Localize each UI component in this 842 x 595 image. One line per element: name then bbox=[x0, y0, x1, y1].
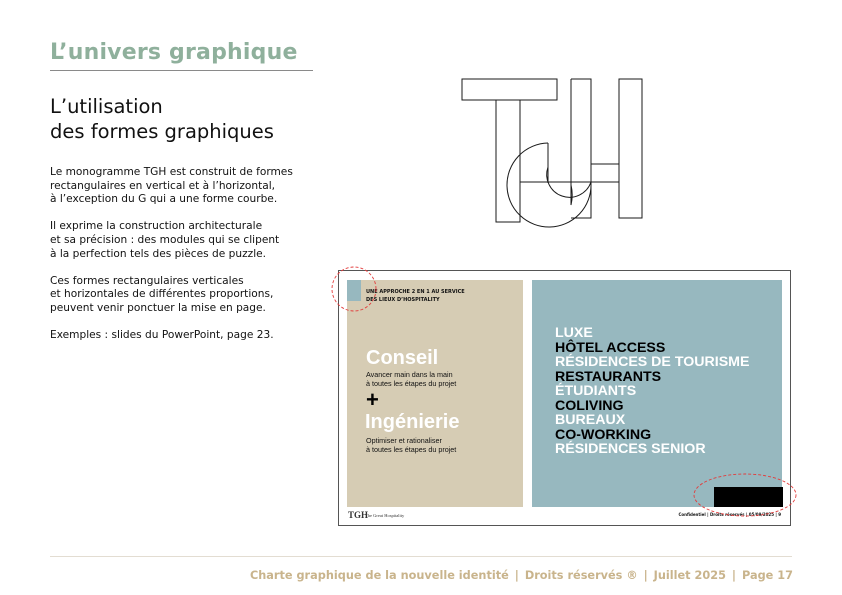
desc-line: à toutes les étapes du projet bbox=[366, 379, 457, 388]
segment-item: RÉSIDENCES DE TOURISME bbox=[555, 354, 750, 370]
slide-conseil-desc bbox=[366, 370, 456, 388]
page-heading bbox=[50, 94, 274, 144]
paragraph-line: Exemples : slides du PowerPoint, page 23. bbox=[50, 329, 274, 342]
segment-item: HÔTEL ACCESS bbox=[555, 339, 666, 356]
footer-date: Juillet 2025 bbox=[653, 569, 726, 582]
paragraph-line: rectangulaires en vertical et à l’horizontal, bbox=[50, 179, 276, 192]
footer-rights: Droits réservés ® bbox=[524, 569, 638, 582]
paragraph-line: et horizontales de différentes proportions, bbox=[50, 288, 274, 301]
paragraph-line: Il exprime la construction architecturale bbox=[50, 220, 263, 233]
paragraph-line: à l’exception du G qui a une forme courbe. bbox=[50, 193, 278, 206]
segment-item: ÉTUDIANTS bbox=[555, 383, 637, 399]
body-text bbox=[50, 166, 293, 356]
paragraph-4 bbox=[50, 329, 293, 343]
footer-divider bbox=[50, 556, 792, 557]
paragraph-line: peuvent venir ponctuer la mise en page. bbox=[50, 301, 266, 314]
heading-line-2: des formes graphiques bbox=[50, 120, 274, 143]
slide-tagline bbox=[366, 288, 465, 304]
annotation-circle-icon bbox=[328, 262, 380, 316]
slide-plus-sign: + bbox=[366, 387, 379, 412]
desc-line: à toutes les étapes du projet bbox=[366, 445, 457, 454]
slide-footer: Confidentiel | Droits réservés | 05/09/2025 | 9 bbox=[678, 512, 781, 517]
tgh-monogram-icon bbox=[455, 72, 675, 247]
slide-ingenierie-title: Ingénierie bbox=[365, 411, 460, 433]
segment-item: LUXE bbox=[555, 325, 593, 341]
paragraph-1 bbox=[50, 166, 293, 207]
segment-item: COLIVING bbox=[555, 397, 624, 414]
segment-item: RESTAURANTS bbox=[555, 368, 662, 385]
section-title: L’univers graphique bbox=[50, 40, 298, 65]
footer-separator: | bbox=[514, 569, 519, 582]
slide-company-name: The Great Hospitality bbox=[365, 513, 405, 518]
paragraph-line: à la perfection tels des pièces de puzzle. bbox=[50, 247, 267, 260]
paragraph-line: Le monogramme TGH est construit de formes bbox=[50, 166, 293, 178]
slide-ingenierie-desc bbox=[366, 436, 456, 454]
desc-line: Optimiser et rationaliser bbox=[366, 436, 442, 445]
footer-doc-title: Charte graphique de la nouvelle identité bbox=[249, 569, 509, 582]
tagline-line: DES LIEUX D’HOSPITALITY bbox=[366, 297, 440, 303]
slide-segment-list bbox=[555, 326, 749, 457]
slide-conseil-title: Conseil bbox=[366, 347, 439, 369]
segment-item: BUREAUX bbox=[555, 412, 626, 428]
footer-separator: | bbox=[643, 569, 648, 582]
page-footer bbox=[249, 569, 794, 582]
segment-item: CO-WORKING bbox=[555, 426, 652, 443]
slide-logo: TGH bbox=[348, 510, 369, 520]
paragraph-3 bbox=[50, 275, 293, 316]
footer-separator: | bbox=[731, 569, 737, 582]
footer-page-number: Page 17 bbox=[741, 569, 793, 582]
title-divider bbox=[50, 70, 313, 71]
tagline-line: UNE APPROCHE 2 EN 1 AU SERVICE bbox=[366, 289, 465, 295]
desc-line: Avancer main dans la main bbox=[366, 370, 453, 379]
paragraph-line: Ces formes rectangulaires verticales bbox=[50, 274, 244, 287]
heading-line-1: L’utilisation bbox=[50, 95, 163, 118]
paragraph-line: et sa précision : des modules qui se clipent bbox=[50, 233, 280, 246]
annotation-ellipse-icon bbox=[690, 470, 800, 520]
segment-item: RÉSIDENCES SENIOR bbox=[555, 441, 706, 457]
paragraph-2 bbox=[50, 220, 293, 261]
